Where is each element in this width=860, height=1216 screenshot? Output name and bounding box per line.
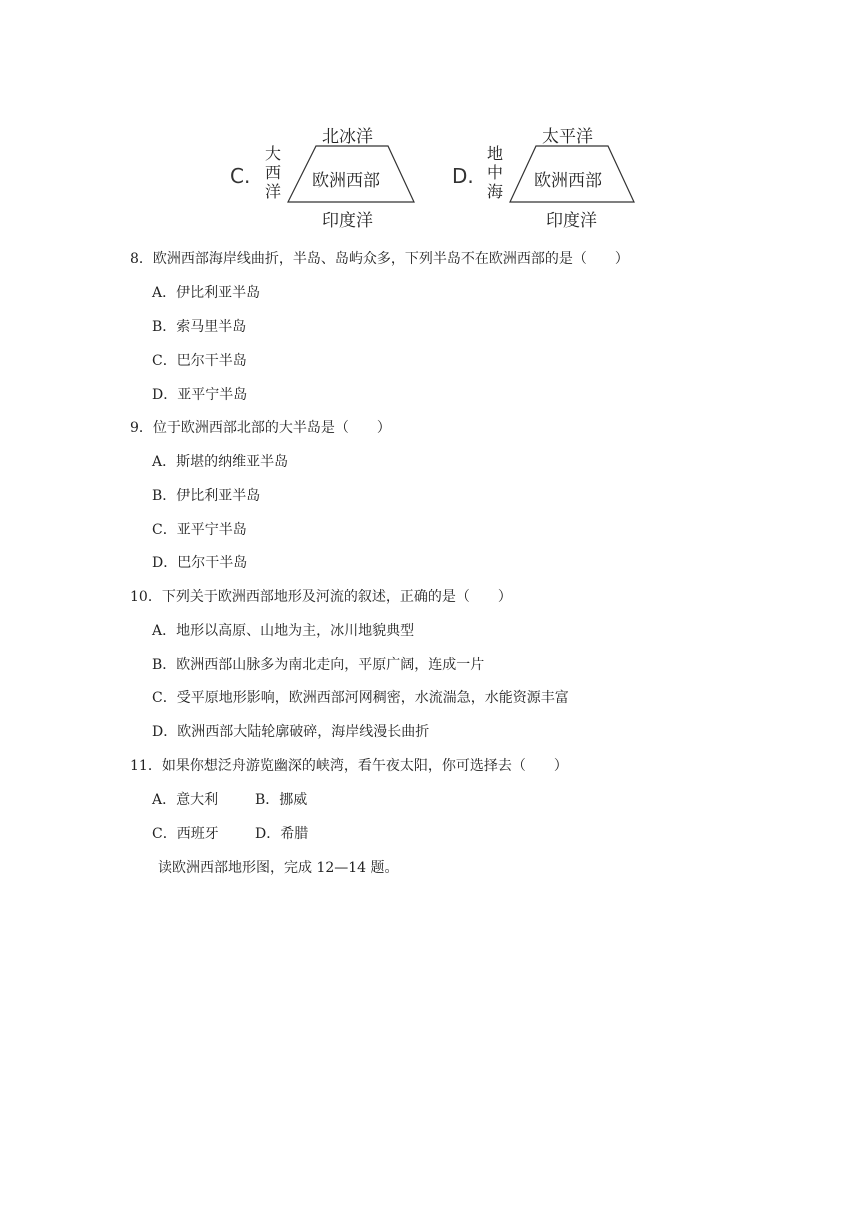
figure-center-label: 欧洲西部 [534, 171, 602, 191]
question-10-option-c[interactable]: C．受平原地形影响，欧洲西部河网稠密，水流湍急，水能资源丰富 [152, 690, 569, 706]
figure-option-d [450, 118, 660, 230]
question-9-option-d[interactable]: D．巴尔干半岛 [152, 555, 248, 571]
question-8-option-d[interactable]: D．亚平宁半岛 [152, 387, 248, 403]
question-8-stem: 8．欧洲西部海岸线曲折，半岛、岛屿众多，下列半岛不在欧洲西部的是（ ） [130, 251, 629, 267]
question-9-option-c[interactable]: C．亚平宁半岛 [152, 522, 247, 538]
question-8-option-b[interactable]: B．索马里半岛 [152, 319, 247, 335]
question-11-option-a[interactable]: A．意大利 [152, 792, 219, 808]
figure-left-label: 地 中 海 [486, 144, 503, 201]
question-10-option-a[interactable]: A．地形以高原、山地为主，冰川地貌典型 [152, 623, 415, 639]
question-11-option-c[interactable]: C．西班牙 [152, 826, 219, 842]
figure-letter: C. [230, 164, 251, 188]
figure-center-label: 欧洲西部 [312, 171, 380, 191]
figure-bottom-label: 印度洋 [322, 211, 373, 231]
figure-left-label: 大 西 洋 [264, 144, 281, 201]
question-10-option-d[interactable]: D．欧洲西部大陆轮廓破碎，海岸线漫长曲折 [152, 724, 430, 740]
question-10-stem: 10．下列关于欧洲西部地形及河流的叙述，正确的是（ ） [130, 589, 512, 605]
question-11-stem: 11．如果你想泛舟游览幽深的峡湾，看午夜太阳，你可选择去（ ） [130, 758, 568, 774]
question-10-option-b[interactable]: B．欧洲西部山脉多为南北走向，平原广阔，连成一片 [152, 657, 485, 673]
reading-instruction: 读欧洲西部地形图，完成 12—14 题。 [158, 860, 399, 876]
question-9-option-a[interactable]: A．斯堪的纳维亚半岛 [152, 454, 289, 470]
question-11-option-d[interactable]: D．希腊 [255, 826, 309, 842]
question-8-option-a[interactable]: A．伊比利亚半岛 [152, 285, 261, 301]
figure-bottom-label: 印度洋 [546, 211, 597, 231]
question-9-stem: 9．位于欧洲西部北部的大半岛是（ ） [130, 420, 391, 436]
figure-top-label: 北冰洋 [322, 127, 373, 147]
figure-option-c [228, 118, 438, 230]
figure-top-label: 太平洋 [542, 127, 593, 147]
figure-letter: D. [452, 164, 474, 188]
question-11-option-b[interactable]: B．挪威 [255, 792, 308, 808]
question-9-option-b[interactable]: B．伊比利亚半岛 [152, 488, 261, 504]
question-8-option-c[interactable]: C．巴尔干半岛 [152, 353, 247, 369]
